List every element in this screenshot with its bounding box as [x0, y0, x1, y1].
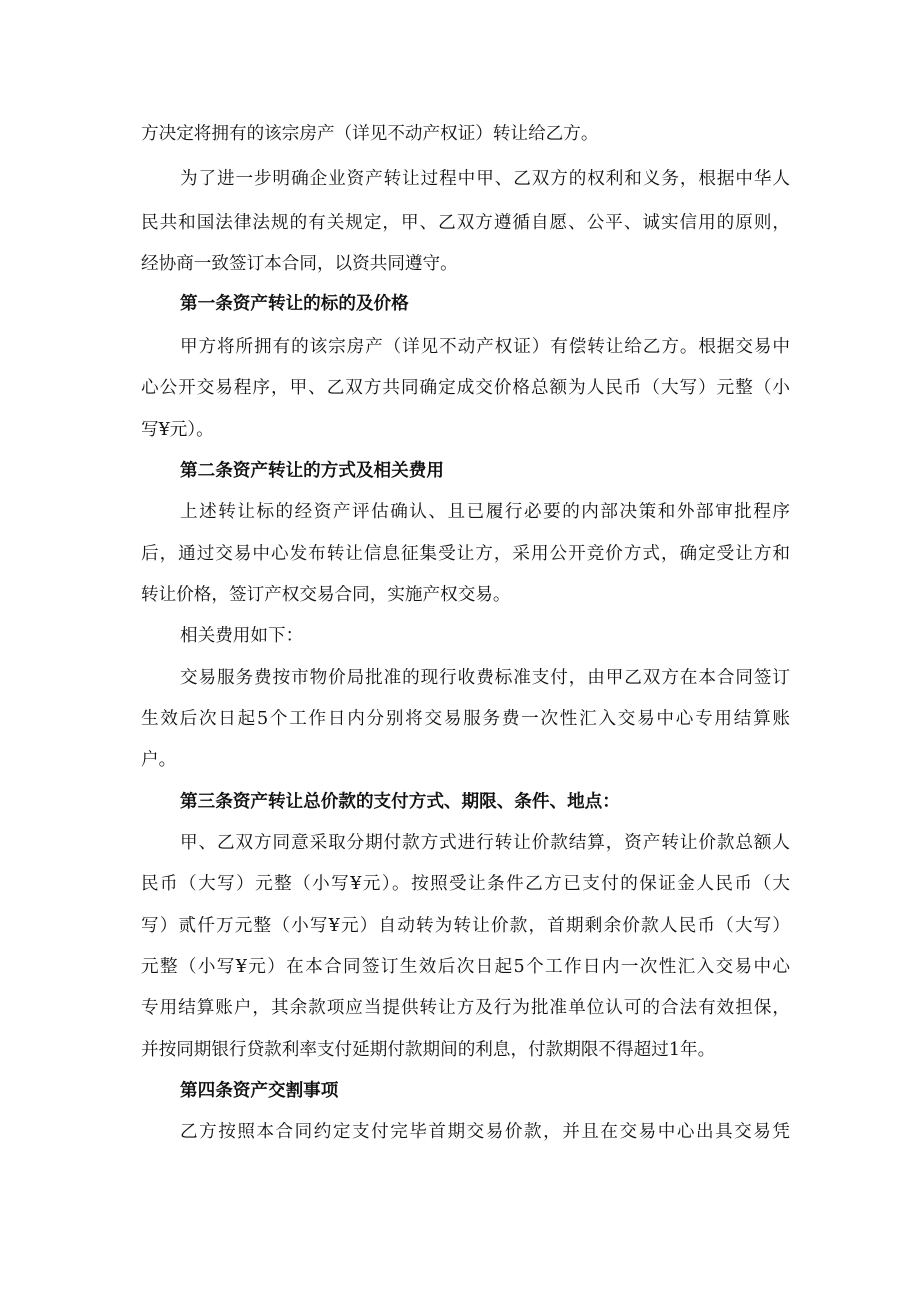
paragraph-line: 元整（小写¥元）在本合同签订生效后次日起5个工作日内一次性汇入交易中心 — [141, 957, 790, 977]
paragraph-line: 专用结算账户，其余款项应当提供转让方及行为批准单位认可的合法有效担保， — [141, 998, 790, 1018]
paragraph-line: 经协商一致签订本合同，以资共同遵守。 — [141, 254, 458, 274]
paragraph-line: 方决定将拥有的该宗房产（详见不动产权证）转让给乙方。 — [141, 124, 599, 144]
paragraph-line: 民币（大写）元整（小写¥元）。按照受让条件乙方已支付的保证金人民币（大 — [141, 874, 790, 894]
paragraph-line: 写¥元）。 — [141, 420, 214, 440]
paragraph-line: 乙方按照本合同约定支付完毕首期交易价款，并且在交易中心出具交易凭 — [180, 1122, 790, 1142]
paragraph-line: 交易服务费按市物价局批准的现行收费标准支付，由甲乙双方在本合同签订 — [180, 668, 790, 688]
paragraph-line: 相关费用如下： — [180, 626, 304, 646]
paragraph-line: 并按同期银行贷款利率支付延期付款期间的利息，付款期限不得超过1年。 — [141, 1040, 716, 1060]
section-heading-article-1: 第一条资产转让的标的及价格 — [180, 293, 409, 314]
paragraph-line: 心公开交易程序，甲、乙双方共同确定成交价格总额为人民币（大写）元整（小 — [141, 378, 790, 398]
paragraph-line: 写）贰仟万元整（小写¥元）自动转为转让价款，首期剩余价款人民币（大写） — [141, 916, 790, 936]
section-heading-article-4: 第四条资产交割事项 — [180, 1080, 339, 1101]
section-heading-article-3: 第三条资产转让总价款的支付方式、期限、条件、地点： — [180, 791, 620, 812]
paragraph-line: 转让价格，签订产权交易合同，实施产权交易。 — [141, 585, 511, 605]
paragraph-line: 上述转让标的经资产评估确认、且已履行必要的内部决策和外部审批程序 — [180, 502, 790, 522]
paragraph-line: 后，通过交易中心发布转让信息征集受让方，采用公开竞价方式，确定受让方和 — [141, 544, 790, 564]
paragraph-line: 生效后次日起5个工作日内分别将交易服务费一次性汇入交易中心专用结算账 — [141, 709, 790, 729]
paragraph-line: 甲方将所拥有的该宗房产（详见不动产权证）有偿转让给乙方。根据交易中 — [180, 337, 790, 357]
paragraph-line: 为了进一步明确企业资产转让过程中甲、乙双方的权利和义务，根据中华人 — [180, 169, 790, 189]
paragraph-line: 民共和国法律法规的有关规定，甲、乙双方遵循自愿、公平、诚实信用的原则， — [141, 213, 790, 233]
section-heading-article-2: 第二条资产转让的方式及相关费用 — [180, 460, 444, 481]
paragraph-line: 户。 — [141, 750, 177, 770]
paragraph-line: 甲、乙双方同意采取分期付款方式进行转让价款结算，资产转让价款总额人 — [180, 833, 790, 853]
